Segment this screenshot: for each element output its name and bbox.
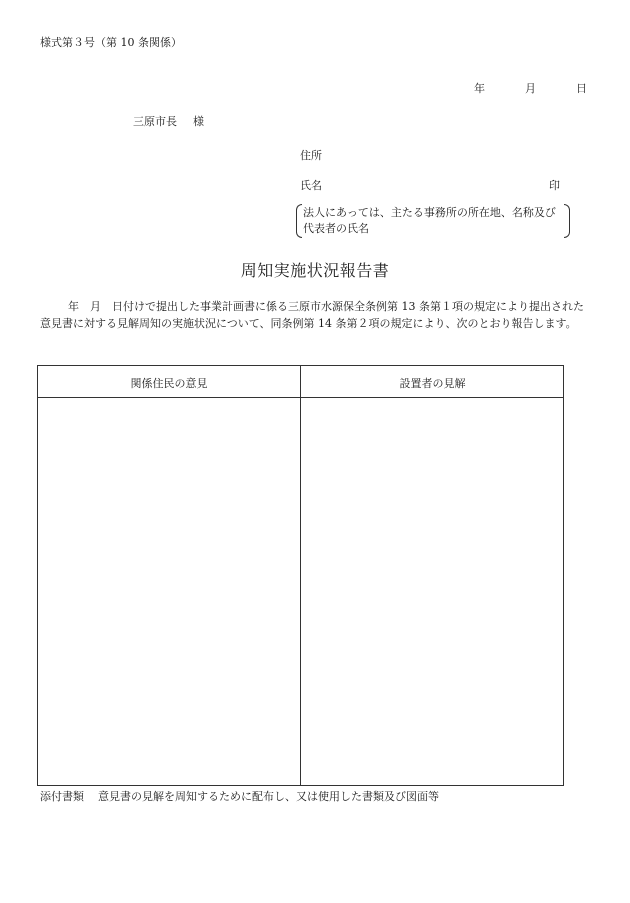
- address-label: 住所: [300, 149, 322, 162]
- opinion-table: [37, 365, 564, 786]
- column-header-residents-opinion: 関係住民の意見: [130, 377, 208, 390]
- bracket-right: [564, 204, 570, 238]
- date-year-label: 年: [474, 82, 485, 95]
- attachments-label: 添付書類: [40, 790, 84, 803]
- date-month-label: 月: [525, 82, 536, 95]
- installer-view-cell: [301, 398, 564, 786]
- seal-label: 印: [549, 179, 560, 192]
- name-label: 氏名: [300, 179, 322, 192]
- column-header-installer-view: 設置者の見解: [399, 377, 466, 390]
- addressee-name: 三原市長: [133, 115, 177, 128]
- form-number: 様式第３号（第 10 条関係）: [40, 36, 182, 49]
- addressee-honorific: 様: [193, 115, 204, 128]
- bracket-left: [296, 204, 302, 238]
- corporate-note: [296, 204, 570, 238]
- addressee: [133, 113, 204, 129]
- body-text: 年 月 日付けで提出した事業計画書に係る三原市水源保全条例第 13 条第１項の規定により提出された意見書に対する見解周知の実施状況について、同条例第 14 条第２項の規定により、次のとおり報告します。: [40, 300, 584, 330]
- attachments-text: 意見書の見解を周知するために配布し、又は使用した書類及び図面等: [98, 790, 439, 803]
- attachments: [40, 788, 439, 804]
- date-day-label: 日: [576, 82, 587, 95]
- document-title: 周知実施状況報告書: [240, 261, 390, 280]
- corporate-note-text: 法人にあっては、主たる事務所の所在地、名称及び代表者の氏名: [303, 206, 556, 235]
- date-row: [0, 80, 630, 96]
- residents-opinion-cell: [38, 398, 300, 786]
